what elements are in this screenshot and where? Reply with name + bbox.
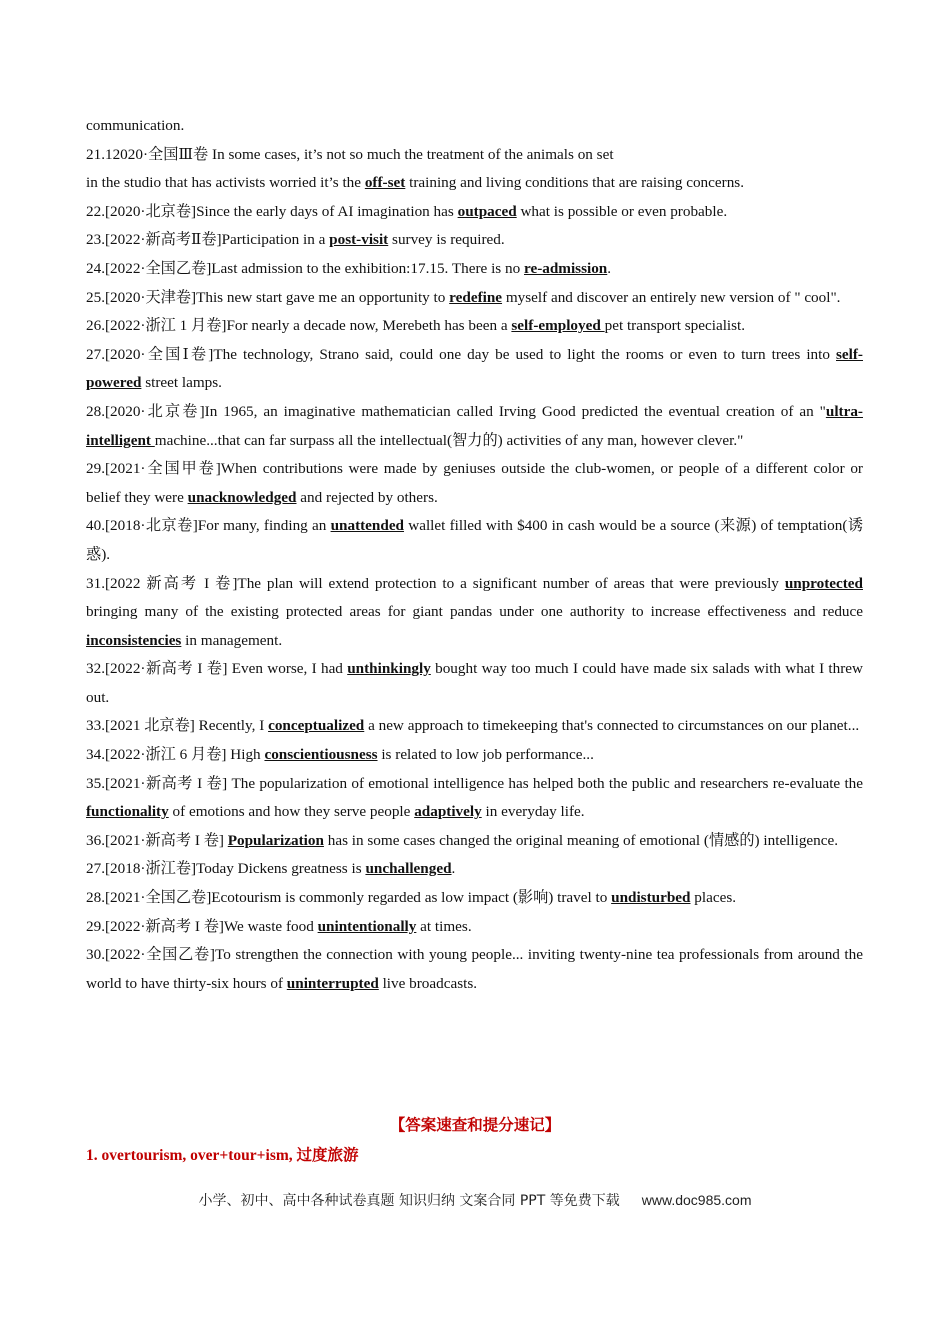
keyword: undisturbed [611, 889, 691, 907]
sentence-27b: 27.[2018·浙江卷]Today Dickens greatness is unchallenged. [86, 860, 456, 878]
keyword: uninterrupted [286, 974, 379, 992]
sentence-40: 40.[2018·北京卷]For many, finding an unattended wallet filled with $400 in cash would be a source (来源) of temptation(诱惑). [86, 517, 864, 563]
sentence-24: 24.[2022·全国乙卷]Last admission to the exhibition:17.15. There is no re-admission. [86, 259, 612, 277]
answer-section-title: 【答案速查和提分速记】 [389, 1117, 561, 1134]
keyword: unprotected [784, 574, 863, 592]
keyword: off-set [364, 174, 406, 192]
sentence-27: 27.[2020·全国Ⅰ卷]The technology, Strano said, could one day be used to light the rooms or even to turn trees into self-powered street lamps. [86, 345, 863, 392]
keyword: unchallenged [365, 860, 452, 878]
sentence-22: 22.[2020·北京卷]Since the early days of AI imagination has outpaced what is possible or even probable. [86, 202, 728, 220]
text-line: communication. [86, 117, 185, 134]
sentence-35: 35.[2021·新高考 I 卷] The popularization of emotional intelligence has helped both the public and researchers re-evaluate the functionality of emotions and how they serve people adaptively in everyday life. [86, 774, 863, 821]
exercise-text [86, 112, 863, 998]
sentence-28: 28.[2020·北京卷]In 1965, an imaginative mathematician called Irving Good predicted the eventual creation of an "ultra-intelligent machine...that can far surpass all the intellectual(智力的) activities of any man, however clever." [86, 402, 863, 449]
sentence-23: 23.[2022·新高考Ⅱ卷]Participation in a post-visit survey is required. [86, 231, 505, 249]
footer-text: 小学、初中、高中各种试卷真题 知识归纳 文案合同 PPT 等免费下载 [198, 1193, 620, 1209]
answer-item-1: 1. overtourism, over+tour+ism, 过度旅游 [86, 1147, 359, 1164]
keyword: Popularization [227, 831, 324, 849]
keyword: unintentionally [317, 917, 417, 935]
sentence-33: 33.[2021 北京卷] Recently, I conceptualized a new approach to timekeeping that's connected to circumstances on our planet... [86, 717, 860, 735]
keyword: ultra-intelligent [86, 402, 863, 449]
sentence-28b: 28.[2021·全国乙卷]Ecotourism is commonly regarded as low impact (影响) travel to undisturbed places. [86, 889, 737, 907]
keyword: re-admission [524, 259, 608, 277]
sentence-31: 31.[2022 新高考 I 卷]The plan will extend protection to a significant number of areas that were previously unprotected bringing many of the existing protected areas for giant pandas under one authority to increase effectiveness and reduce inconsistencies in management. [86, 574, 863, 649]
sentence-21-line2: in the studio that has activists worried it’s the off-set training and living conditions that are raising concerns. [86, 174, 744, 192]
keyword: unthinkingly [347, 660, 431, 678]
keyword: unacknowledged [187, 488, 297, 506]
sentence-21-line1: 21.12020·全国Ⅲ卷 In some cases, it’s not so much the treatment of the animals on set [86, 145, 614, 163]
sentence-26: 26.[2022·浙江 1 月卷]For nearly a decade now, Merebeth has been a self-employed pet transport specialist. [86, 317, 746, 335]
keyword: post-visit [329, 231, 389, 249]
keyword: self-employed [511, 317, 605, 335]
keyword: unattended [330, 517, 405, 535]
sentence-32: 32.[2022·新高考 I 卷] Even worse, I had unthinkingly bought way too much I could have made six salads with what I threw out. [86, 660, 863, 706]
keyword: self-powered [86, 345, 863, 392]
sentence-30: 30.[2022·全国乙卷]To strengthen the connection with young people... inviting twenty-nine tea professionals from around the world to have thirty-six hours of uninterrupted live broadcasts. [86, 946, 863, 992]
keyword: functionality [86, 803, 169, 821]
keyword: conscientiousness [264, 746, 378, 764]
sentence-36: 36.[2021·新高考 I 卷] Popularization has in some cases changed the original meaning of emotional (情感的) intelligence. [86, 831, 839, 849]
keyword: inconsistencies [86, 631, 182, 649]
sentence-29: 29.[2021·全国甲卷]When contributions were made by geniuses outside the club-women, or people of a different color or belief they were unacknowledged and rejected by others. [86, 460, 863, 506]
keyword: outpaced [457, 202, 517, 220]
keyword: conceptualized [268, 717, 365, 735]
keyword: redefine [449, 288, 503, 306]
footer-url[interactable]: www.doc985.com [641, 1192, 752, 1208]
sentence-29b: 29.[2022·新高考 I 卷]We waste food unintentionally at times. [86, 917, 472, 935]
page-footer [0, 1190, 950, 1210]
keyword: adaptively [414, 803, 482, 821]
sentence-25: 25.[2020·天津卷]This new start gave me an opportunity to redefine myself and discover an entirely new version of " cool". [86, 288, 841, 306]
sentence-34: 34.[2022·浙江 6 月卷] High conscientiousness is related to low job performance... [86, 746, 594, 764]
